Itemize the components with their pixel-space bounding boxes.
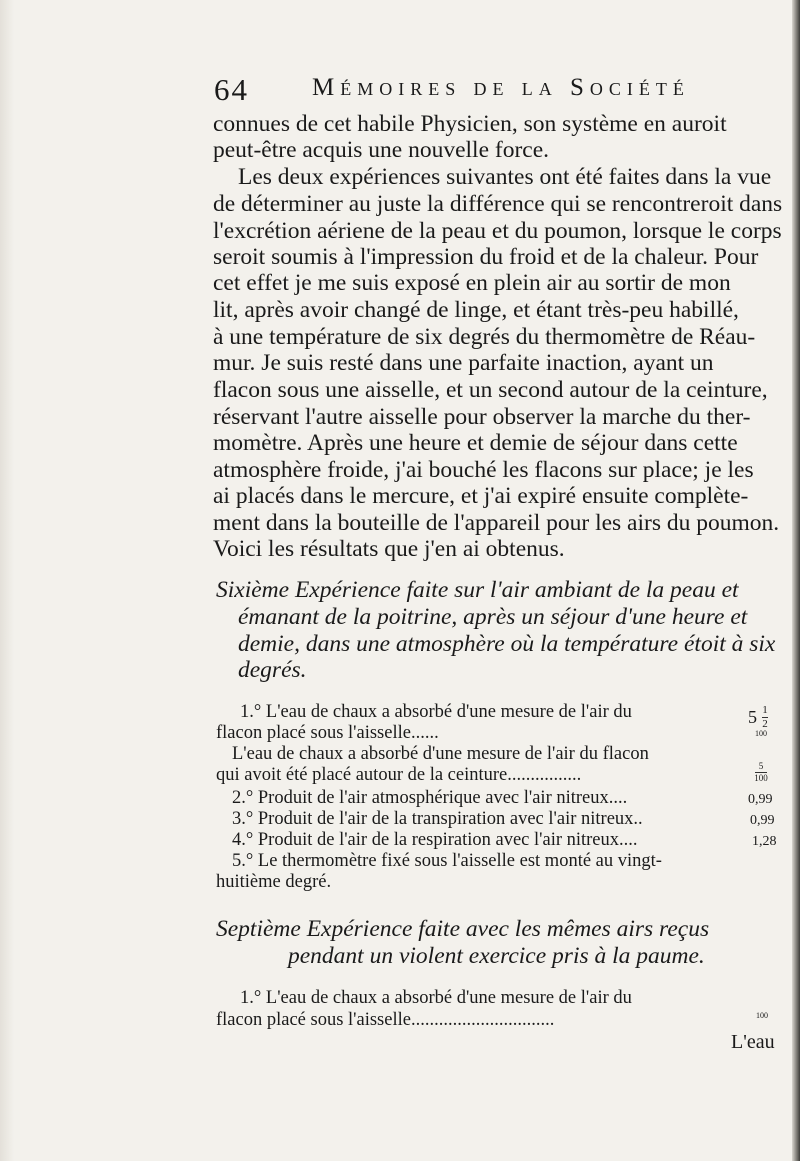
value-1-fraction-denominator: 2: [762, 718, 768, 730]
body-line: de déterminer au juste la différence qui se rencontreroit dans: [213, 191, 783, 217]
result-line: L'eau de chaux a absorbé d'une mesure de l'air du flacon: [232, 744, 649, 764]
experiment-7-heading-line: pendant un violent exercice pris à la paume.: [288, 943, 705, 969]
result-line: 1.° L'eau de chaux a absorbé d'une mesure de l'air du: [240, 988, 632, 1008]
running-head: Mémoires de la Société: [312, 74, 690, 101]
catchword: L'eau: [731, 1031, 775, 1053]
body-line: seroit soumis à l'impression du froid et de la chaleur. Pour: [213, 244, 759, 270]
body-line: lit, après avoir changé de linge, et étant très-peu habillé,: [213, 297, 739, 323]
body-line: ai placés dans le mercure, et j'ai expiré ensuite complète-: [213, 483, 749, 509]
page-number: 64: [214, 72, 249, 107]
result-line: 3.° Produit de l'air de la transpiration avec l'air nitreux..: [232, 809, 643, 829]
value-1-fraction-numerator: 1: [762, 704, 768, 716]
body-line: flacon sous une aisselle, et un second autour de la ceinture,: [213, 377, 768, 403]
body-line: l'excrétion aériene de la peau et du poumon, lorsque le corps: [213, 218, 782, 244]
value-2-fraction-numerator: 5: [758, 761, 764, 771]
value-atmospheric: 0,99: [748, 792, 773, 807]
value-2-fraction: [752, 762, 770, 783]
experiment-6-heading-line: degrés.: [238, 657, 307, 683]
body-line: Les deux expériences suivantes ont été faites dans la vue: [238, 164, 772, 190]
body-line: mur. Je suis resté dans une parfaite inaction, ayant un: [213, 350, 714, 376]
experiment-6-heading-line: Sixième Expérience faite sur l'air ambiant de la peau et: [216, 577, 739, 603]
body-line: ment dans la bouteille de l'appareil pour les airs du poumon.: [213, 510, 780, 536]
body-line: peut-être acquis une nouvelle force.: [213, 137, 550, 163]
body-line: réservant l'autre aisselle pour observer la marche du ther-: [213, 404, 751, 430]
page-edge: [792, 0, 800, 1161]
body-line: cet effet je me suis exposé en plein air au sortir de mon: [213, 270, 731, 296]
value-2-fraction-denominator: 100: [754, 773, 768, 783]
body-line: atmosphère froide, j'ai bouché les flacons sur place; je les: [213, 457, 754, 483]
value-1-base: 100: [755, 729, 767, 738]
page-header: [214, 72, 694, 112]
result-line: 1.° L'eau de chaux a absorbé d'une mesure de l'air du: [240, 702, 632, 722]
result-line: 5.° Le thermomètre fixé sous l'aisselle est monté au vingt-: [232, 851, 662, 871]
result-line: 2.° Produit de l'air atmosphérique avec l'air nitreux....: [232, 788, 628, 808]
value-respiration: 1,28: [752, 834, 777, 849]
result-line: huitième degré.: [216, 872, 332, 892]
body-line: Voici les résultats que j'en ai obtenus.: [213, 536, 565, 562]
body-line: à une température de six degrés du thermomètre de Réau-: [213, 324, 756, 350]
value-7-base: 100: [756, 1011, 768, 1020]
value-1-integer: 5: [748, 707, 757, 727]
page-gutter-shadow: [0, 0, 14, 1161]
result-line: flacon placé sous l'aisselle......: [216, 723, 439, 743]
experiment-6-heading-line: demie, dans une atmosphère où la température étoit à six: [238, 631, 776, 657]
experiment-6-heading-line: émanant de la poitrine, après un séjour d'une heure et: [238, 604, 748, 630]
value-transpiration: 0,99: [750, 813, 775, 828]
experiment-7-heading-line: Septième Expérience faite avec les mêmes airs reçus: [216, 916, 710, 942]
body-line: momètre. Après une heure et demie de séjour dans cette: [213, 430, 738, 456]
result-line: flacon placé sous l'aisselle...............................: [216, 1010, 555, 1030]
value-1-fraction: [759, 705, 771, 730]
body-line: connues de cet habile Physicien, son système en auroit: [213, 111, 727, 137]
result-line: 4.° Produit de l'air de la respiration avec l'air nitreux....: [232, 830, 638, 850]
result-line: qui avoit été placé autour de la ceinture................: [216, 765, 582, 785]
